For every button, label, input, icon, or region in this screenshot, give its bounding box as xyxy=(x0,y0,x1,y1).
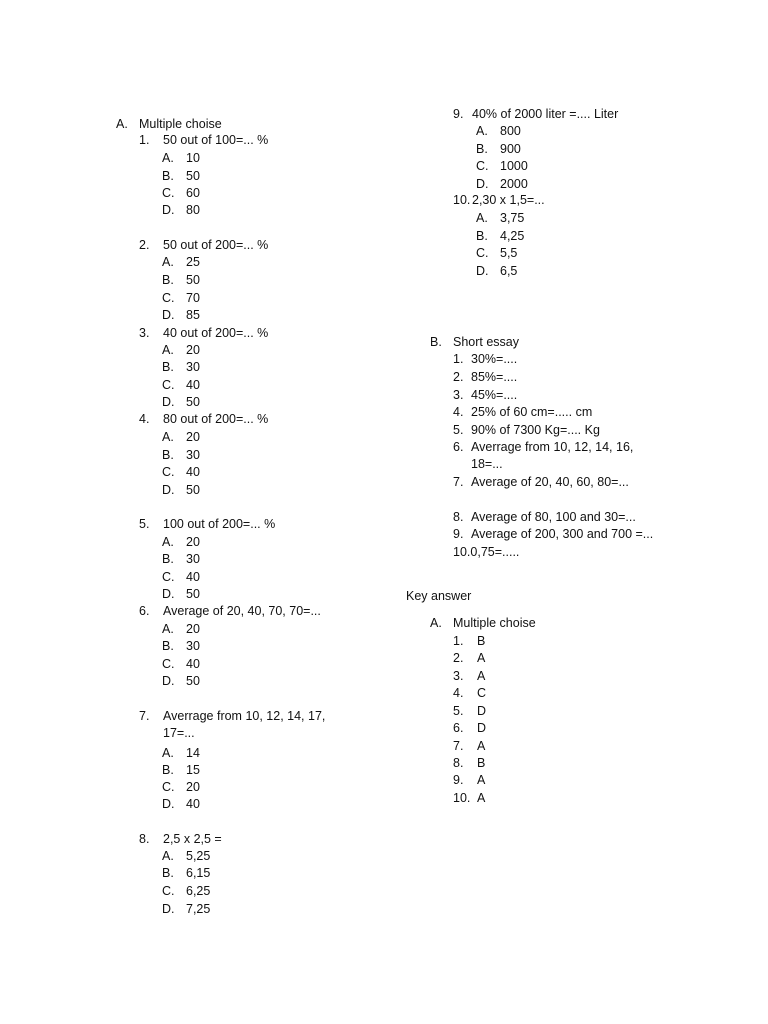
essay-item-6-text: Averrage from 10, 12, 14, 16, xyxy=(471,440,634,454)
essay-item-6 xyxy=(453,439,633,455)
question-9-marker: 9. xyxy=(453,107,464,121)
essay-item-3-text: 45%=.... xyxy=(471,388,518,402)
question-9-option-c xyxy=(476,158,528,174)
question-4-option-a-marker: A. xyxy=(162,430,174,444)
question-3-text: 40 out of 200=... % xyxy=(163,326,269,340)
question-2 xyxy=(139,237,268,253)
question-5-text: 100 out of 200=... % xyxy=(163,517,276,531)
question-10-option-a-text: 3,75 xyxy=(500,211,525,225)
question-7-option-a-text: 14 xyxy=(186,746,200,760)
section-b-heading xyxy=(430,334,519,350)
question-9-option-c-text: 1000 xyxy=(500,159,528,173)
question-6-option-b xyxy=(162,638,200,654)
question-5-option-b-marker: B. xyxy=(162,552,174,566)
question-2-option-a-text: 25 xyxy=(186,255,200,269)
essay-item-9 xyxy=(453,526,653,542)
essay-item-5 xyxy=(453,422,600,438)
question-7-option-c-text: 20 xyxy=(186,780,200,794)
question-2-option-b-text: 50 xyxy=(186,273,200,287)
question-7-cont xyxy=(163,725,195,741)
question-4 xyxy=(139,411,268,427)
question-2-text: 50 out of 200=... % xyxy=(163,238,269,252)
question-6-marker: 6. xyxy=(139,604,150,618)
essay-item-3 xyxy=(453,387,517,403)
question-2-marker: 2. xyxy=(139,238,150,252)
section-b-heading-text: Short essay xyxy=(453,335,520,349)
question-3-option-a xyxy=(162,342,200,358)
essay-item-7-text: Average of 20, 40, 60, 80=... xyxy=(471,475,629,489)
question-10 xyxy=(453,192,545,208)
question-3-option-c xyxy=(162,377,200,393)
key-multiple-choise-heading xyxy=(430,615,536,631)
essay-item-10-text: 0,75=..... xyxy=(470,545,520,559)
question-1-option-b xyxy=(162,168,200,184)
question-4-option-b xyxy=(162,447,200,463)
question-9-option-d-text: 2000 xyxy=(500,177,528,191)
question-8-option-b-text: 6,15 xyxy=(186,866,211,880)
question-8-text: 2,5 x 2,5 = xyxy=(163,832,222,846)
key-answer-8 xyxy=(453,755,485,771)
question-4-option-c-marker: C. xyxy=(162,465,175,479)
question-6-option-b-marker: B. xyxy=(162,639,174,653)
essay-item-1 xyxy=(453,351,517,367)
question-8-option-a-marker: A. xyxy=(162,849,174,863)
question-10-option-a-marker: A. xyxy=(476,211,488,225)
question-10-option-c-text: 5,5 xyxy=(500,246,518,260)
question-10-option-b-text: 4,25 xyxy=(500,229,525,243)
question-3-option-d xyxy=(162,394,200,410)
question-5-option-c-text: 40 xyxy=(186,570,200,584)
question-4-option-a xyxy=(162,429,200,445)
question-5-option-b xyxy=(162,551,200,567)
question-8-option-a xyxy=(162,848,210,864)
question-1-option-b-marker: B. xyxy=(162,169,174,183)
question-5-option-a xyxy=(162,534,200,550)
essay-item-8 xyxy=(453,509,636,525)
key-answer-9-marker: 9. xyxy=(453,773,464,787)
key-answer-9 xyxy=(453,772,485,788)
essay-item-8-text: Average of 80, 100 and 30=... xyxy=(471,510,636,524)
question-5-option-a-text: 20 xyxy=(186,535,200,549)
question-1-option-c-text: 60 xyxy=(186,186,200,200)
question-10-text: 2,30 x 1,5=... xyxy=(472,193,545,207)
essay-item-4-marker: 4. xyxy=(453,405,464,419)
key-answer-5-marker: 5. xyxy=(453,704,464,718)
essay-item-9-text: Average of 200, 300 and 700 =... xyxy=(471,527,654,541)
key-answer-4-marker: 4. xyxy=(453,686,464,700)
question-9-option-d xyxy=(476,176,528,192)
question-5-option-c xyxy=(162,569,200,585)
question-1-option-d xyxy=(162,202,200,218)
question-1-option-a xyxy=(162,150,200,166)
question-6-option-a xyxy=(162,621,200,637)
key-answer-3-marker: 3. xyxy=(453,669,464,683)
key-answer-4 xyxy=(453,685,486,701)
question-5-option-b-text: 30 xyxy=(186,552,200,566)
essay-item-4 xyxy=(453,404,592,420)
essay-item-2 xyxy=(453,369,517,385)
essay-item-2-marker: 2. xyxy=(453,370,464,384)
question-2-option-d-text: 85 xyxy=(186,308,200,322)
question-2-option-b-marker: B. xyxy=(162,273,174,287)
key-answer-6 xyxy=(453,720,486,736)
question-4-text: 80 out of 200=... % xyxy=(163,412,269,426)
question-9-option-b xyxy=(476,141,521,157)
question-7 xyxy=(139,708,325,724)
question-1-text: 50 out of 100=... % xyxy=(163,133,269,147)
key-answer-3 xyxy=(453,668,485,684)
essay-item-5-text: 90% of 7300 Kg=.... Kg xyxy=(471,423,600,437)
question-2-option-d-marker: D. xyxy=(162,308,175,322)
key-answer-4-text: C xyxy=(477,686,487,700)
question-8-option-a-text: 5,25 xyxy=(186,849,211,863)
essay-item-10-marker: 10. xyxy=(453,545,471,559)
question-3-marker: 3. xyxy=(139,326,150,340)
question-1-marker: 1. xyxy=(139,133,150,147)
question-5-option-d xyxy=(162,586,200,602)
essay-item-1-marker: 1. xyxy=(453,352,464,366)
question-2-option-a xyxy=(162,254,200,270)
question-10-option-c xyxy=(476,245,517,261)
question-6-option-d-text: 50 xyxy=(186,674,200,688)
question-3-option-a-marker: A. xyxy=(162,343,174,357)
question-5 xyxy=(139,516,275,532)
section-a-heading-marker: A. xyxy=(116,117,128,131)
question-6-option-a-marker: A. xyxy=(162,622,174,636)
question-9-option-a xyxy=(476,123,521,139)
question-10-option-b xyxy=(476,228,524,244)
question-5-option-c-marker: C. xyxy=(162,570,175,584)
key-answer-10 xyxy=(453,790,485,806)
question-8-option-c-text: 6,25 xyxy=(186,884,211,898)
question-8-option-c-marker: C. xyxy=(162,884,175,898)
essay-item-1-text: 30%=.... xyxy=(471,352,518,366)
question-8-option-b-marker: B. xyxy=(162,866,174,880)
essay-item-6-cont xyxy=(471,456,503,472)
question-2-option-c-text: 70 xyxy=(186,291,200,305)
key-answer-2 xyxy=(453,650,485,666)
question-8-option-c xyxy=(162,883,210,899)
key-answer-10-marker: 10. xyxy=(453,791,471,805)
key-multiple-choise-heading-marker: A. xyxy=(430,616,442,630)
key-answer-title-text: Key answer xyxy=(406,589,472,603)
essay-item-5-marker: 5. xyxy=(453,423,464,437)
question-9 xyxy=(453,106,618,122)
question-4-option-c-text: 40 xyxy=(186,465,200,479)
question-7-text: Averrage from 10, 12, 14, 17, xyxy=(163,709,326,723)
key-answer-3-text: A xyxy=(477,669,486,683)
essay-item-10 xyxy=(453,544,519,560)
question-4-option-d-marker: D. xyxy=(162,483,175,497)
question-4-option-a-text: 20 xyxy=(186,430,200,444)
essay-item-8-marker: 8. xyxy=(453,510,464,524)
question-4-marker: 4. xyxy=(139,412,150,426)
question-6-option-c xyxy=(162,656,200,672)
question-9-option-d-marker: D. xyxy=(476,177,489,191)
question-6-option-d-marker: D. xyxy=(162,674,175,688)
key-answer-9-text: A xyxy=(477,773,486,787)
essay-item-2-text: 85%=.... xyxy=(471,370,518,384)
question-10-option-d-marker: D. xyxy=(476,264,489,278)
key-answer-5 xyxy=(453,703,486,719)
question-7-option-a xyxy=(162,745,200,761)
question-3-option-b-text: 30 xyxy=(186,360,200,374)
essay-item-7-marker: 7. xyxy=(453,475,464,489)
question-6-option-d xyxy=(162,673,200,689)
key-answer-2-marker: 2. xyxy=(453,651,464,665)
essay-item-3-marker: 3. xyxy=(453,388,464,402)
question-1-option-d-text: 80 xyxy=(186,203,200,217)
question-7-marker: 7. xyxy=(139,709,150,723)
key-answer-6-marker: 6. xyxy=(453,721,464,735)
question-4-option-d-text: 50 xyxy=(186,483,200,497)
question-10-marker: 10. xyxy=(453,193,471,207)
question-6-text: Average of 20, 40, 70, 70=... xyxy=(163,604,321,618)
question-3-option-d-marker: D. xyxy=(162,395,175,409)
question-6-option-c-marker: C. xyxy=(162,657,175,671)
question-3-option-b-marker: B. xyxy=(162,360,174,374)
question-1-option-b-text: 50 xyxy=(186,169,200,183)
question-2-option-b xyxy=(162,272,200,288)
question-8-option-d xyxy=(162,901,210,917)
essay-item-4-text: 25% of 60 cm=..... cm xyxy=(471,405,593,419)
question-5-marker: 5. xyxy=(139,517,150,531)
key-answer-7 xyxy=(453,738,485,754)
question-6-option-c-text: 40 xyxy=(186,657,200,671)
question-3-option-d-text: 50 xyxy=(186,395,200,409)
question-5-option-d-marker: D. xyxy=(162,587,175,601)
question-4-option-d xyxy=(162,482,200,498)
question-8-option-b xyxy=(162,865,210,881)
question-7-option-b xyxy=(162,762,200,778)
key-answer-7-marker: 7. xyxy=(453,739,464,753)
question-8-option-d-marker: D. xyxy=(162,902,175,916)
question-1-option-c xyxy=(162,185,200,201)
question-7-option-b-marker: B. xyxy=(162,763,174,777)
question-3-option-c-marker: C. xyxy=(162,378,175,392)
question-1-option-c-marker: C. xyxy=(162,186,175,200)
key-multiple-choise-heading-text: Multiple choise xyxy=(453,616,536,630)
question-5-option-a-marker: A. xyxy=(162,535,174,549)
question-9-option-c-marker: C. xyxy=(476,159,489,173)
section-a-heading-text: Multiple choise xyxy=(139,117,222,131)
key-answer-1 xyxy=(453,633,485,649)
question-1-option-d-marker: D. xyxy=(162,203,175,217)
essay-item-6-marker: 6. xyxy=(453,440,464,454)
key-answer-1-marker: 1. xyxy=(453,634,464,648)
question-7-option-c xyxy=(162,779,200,795)
question-10-option-d-text: 6,5 xyxy=(500,264,518,278)
question-3-option-b xyxy=(162,359,200,375)
key-answer-2-text: A xyxy=(477,651,486,665)
question-2-option-d xyxy=(162,307,200,323)
key-answer-7-text: A xyxy=(477,739,486,753)
question-1-option-a-text: 10 xyxy=(186,151,200,165)
question-7-option-d-marker: D. xyxy=(162,797,175,811)
question-6-option-b-text: 30 xyxy=(186,639,200,653)
question-9-option-b-marker: B. xyxy=(476,142,488,156)
question-7-option-d xyxy=(162,796,200,812)
question-5-option-d-text: 50 xyxy=(186,587,200,601)
question-6 xyxy=(139,603,321,619)
question-7-option-a-marker: A. xyxy=(162,746,174,760)
question-4-option-c xyxy=(162,464,200,480)
question-2-option-a-marker: A. xyxy=(162,255,174,269)
question-3-option-a-text: 20 xyxy=(186,343,200,357)
key-answer-title xyxy=(406,588,471,604)
question-7-option-c-marker: C. xyxy=(162,780,175,794)
question-6-option-a-text: 20 xyxy=(186,622,200,636)
question-10-option-b-marker: B. xyxy=(476,229,488,243)
question-8-option-d-text: 7,25 xyxy=(186,902,211,916)
question-9-option-a-text: 800 xyxy=(500,124,521,138)
key-answer-5-text: D xyxy=(477,704,487,718)
question-9-option-b-text: 900 xyxy=(500,142,521,156)
question-1 xyxy=(139,132,268,148)
question-1-option-a-marker: A. xyxy=(162,151,174,165)
question-4-option-b-text: 30 xyxy=(186,448,200,462)
question-7-option-d-text: 40 xyxy=(186,797,200,811)
question-10-option-c-marker: C. xyxy=(476,246,489,260)
essay-item-7 xyxy=(453,474,629,490)
key-answer-6-text: D xyxy=(477,721,487,735)
section-a-heading xyxy=(116,116,222,132)
question-7-cont-text: 17=... xyxy=(163,726,195,740)
key-answer-8-marker: 8. xyxy=(453,756,464,770)
section-b-heading-marker: B. xyxy=(430,335,442,349)
key-answer-10-text: A xyxy=(477,791,486,805)
essay-item-9-marker: 9. xyxy=(453,527,464,541)
question-7-option-b-text: 15 xyxy=(186,763,200,777)
question-10-option-a xyxy=(476,210,524,226)
question-2-option-c xyxy=(162,290,200,306)
key-answer-1-text: B xyxy=(477,634,486,648)
question-9-text: 40% of 2000 liter =.... Liter xyxy=(472,107,619,121)
question-3-option-c-text: 40 xyxy=(186,378,200,392)
key-answer-8-text: B xyxy=(477,756,486,770)
question-10-option-d xyxy=(476,263,517,279)
question-3 xyxy=(139,325,268,341)
question-9-option-a-marker: A. xyxy=(476,124,488,138)
essay-item-6-cont-text: 18=... xyxy=(471,457,503,471)
question-4-option-b-marker: B. xyxy=(162,448,174,462)
question-8-marker: 8. xyxy=(139,832,150,846)
question-8 xyxy=(139,831,222,847)
question-2-option-c-marker: C. xyxy=(162,291,175,305)
